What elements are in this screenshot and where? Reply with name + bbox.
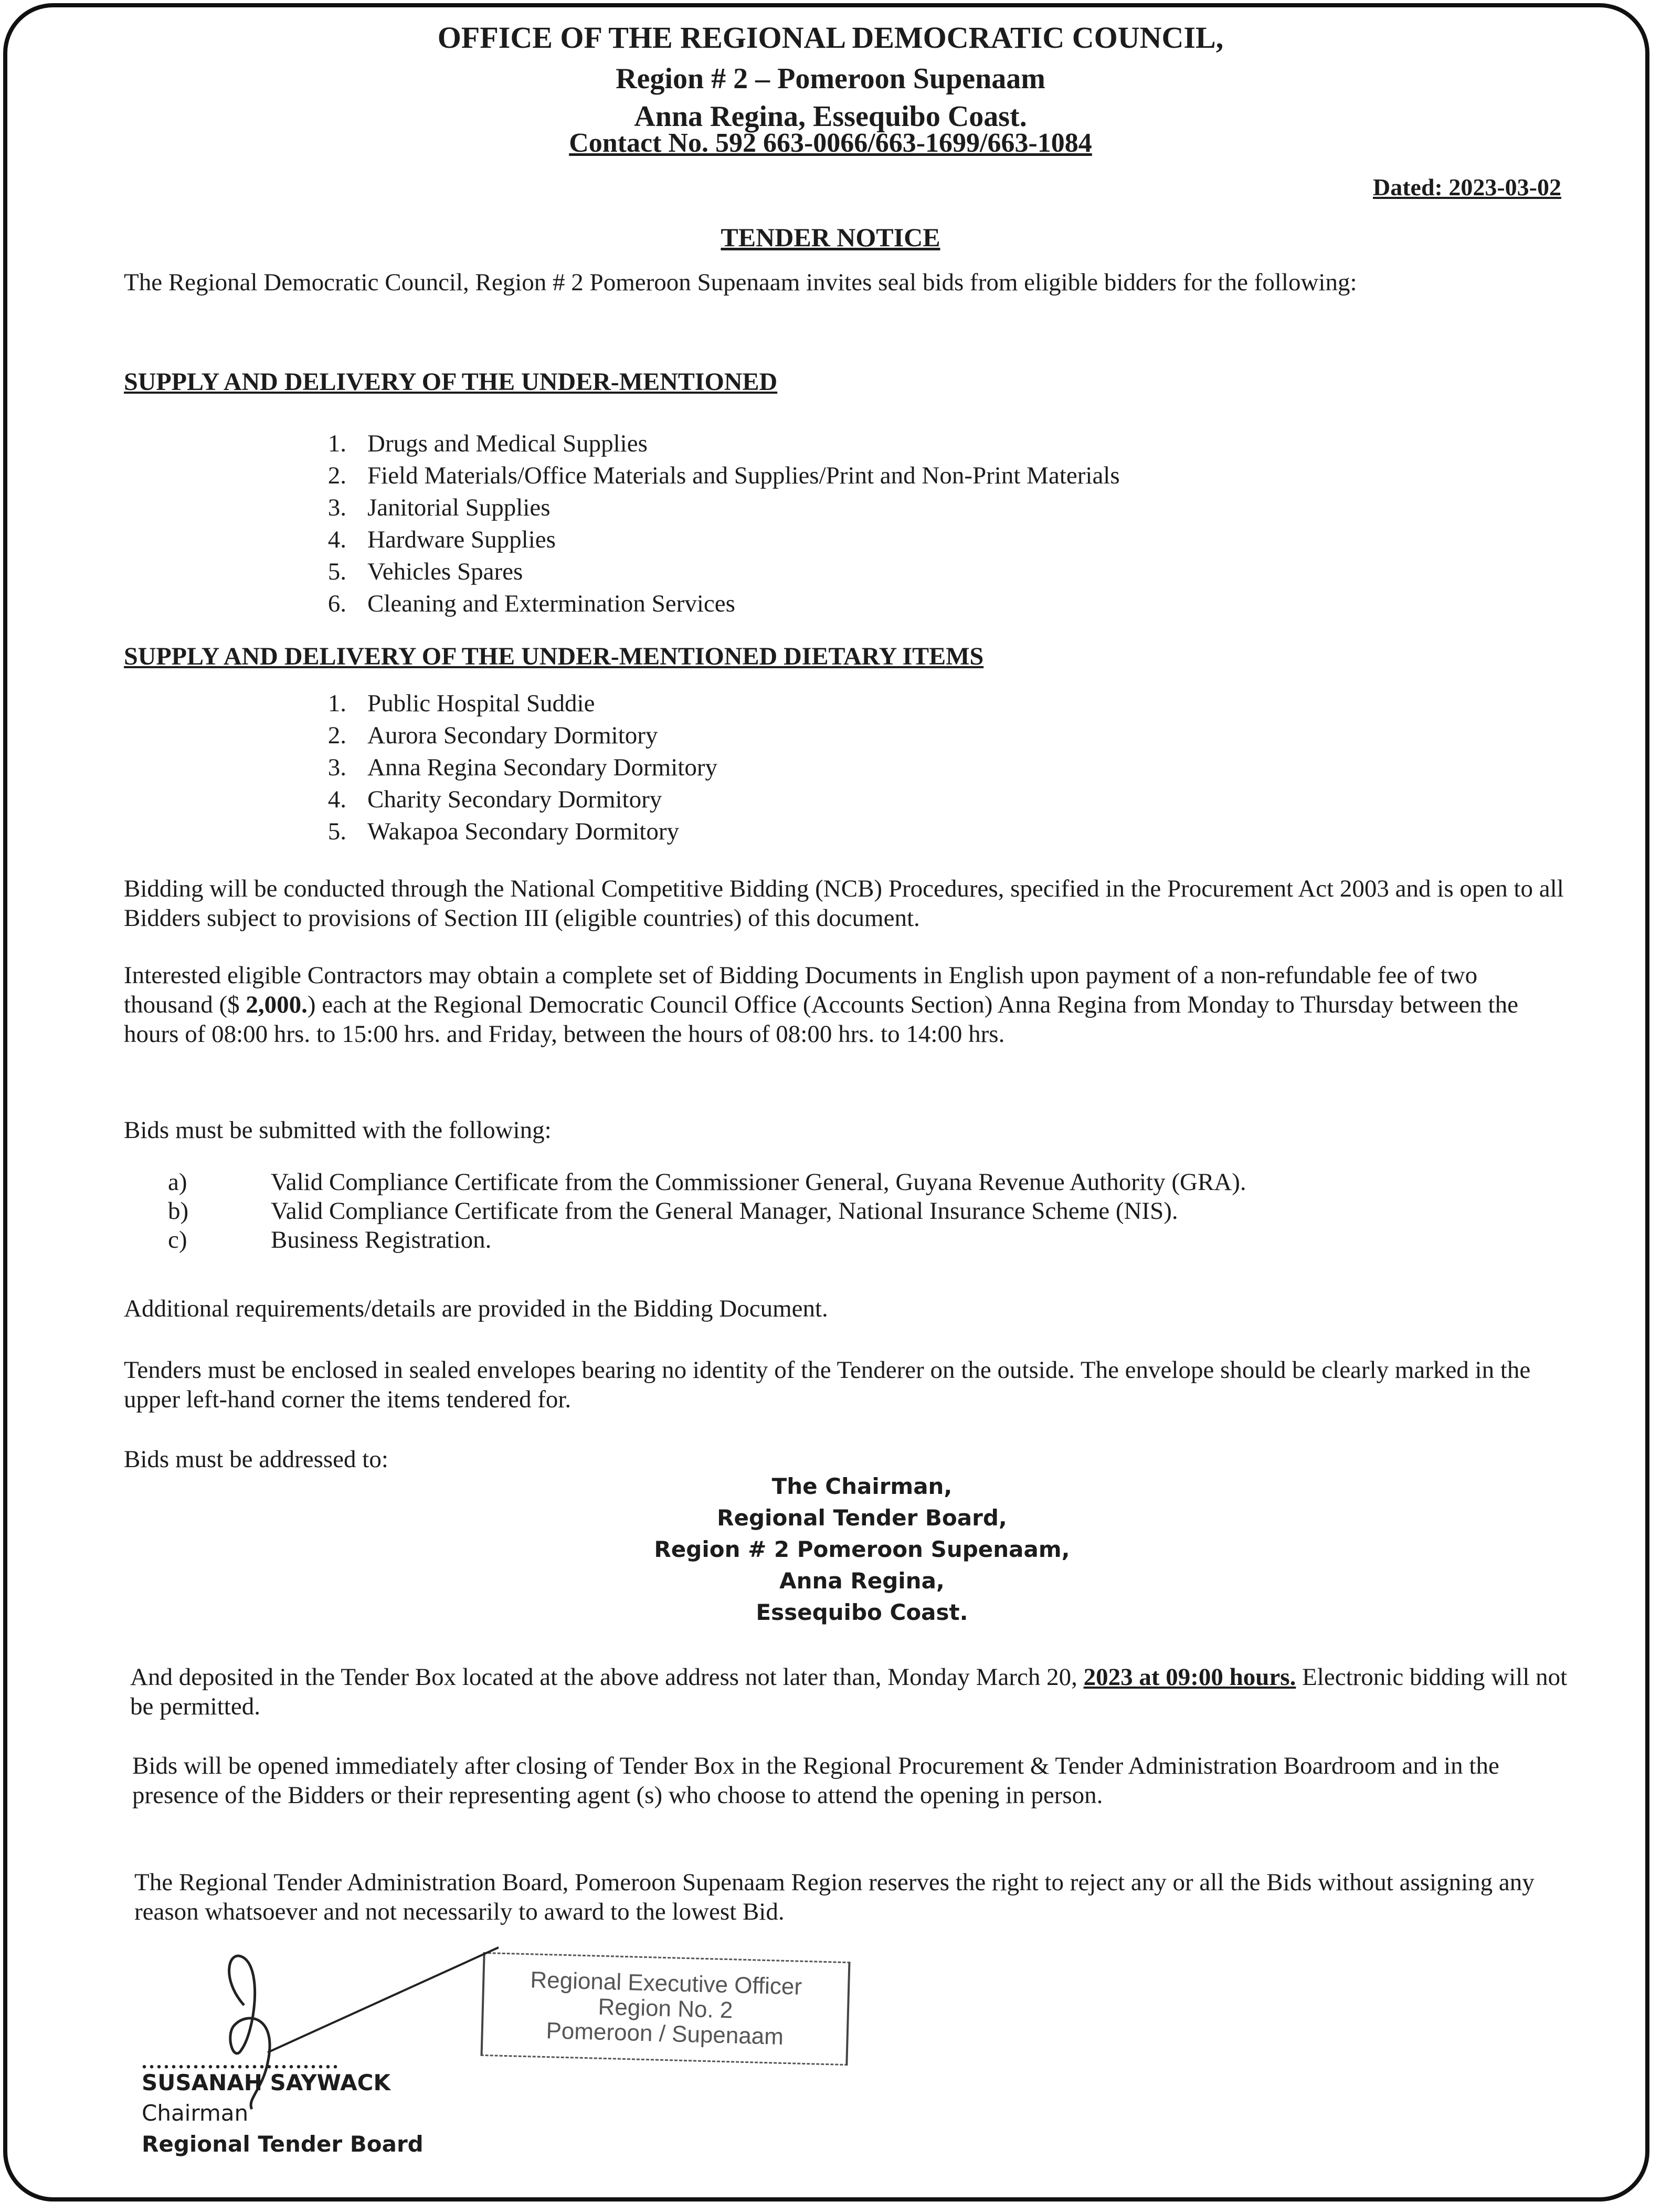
contact-numbers: Contact No. 592 663-0066/663-1699/663-1084	[569, 128, 1092, 158]
opening-paragraph: Bids will be opened immediately after closing of Tender Box in the Regional Procurement & Tender Administration Boardroom and in the presence of the Bidders or their representing agent (s) who choose to attend the opening in person.	[132, 1752, 1499, 1809]
documents-paragraph: Interested eligible Contractors may obtain a complete set of Bidding Documents in English upon payment of a non-refundable fee of two thousand ($ 2,000.) each at the Regional Democratic Council Office (Accounts Section) Anna Regina from Monday to Thursday between the hours of 08:00 hrs. to 15:00 hrs. and Friday, between the hours of 08:00 hrs. to 14:00 hrs.	[124, 962, 1518, 1048]
list-item: b) Valid Compliance Certificate from the General Manager, National Insurance Scheme (NIS).	[168, 1197, 1178, 1225]
addressed-to: Bids must be addressed to:	[124, 1446, 388, 1473]
signer-name: SUSANAH SAYWACK	[142, 2070, 390, 2095]
dietary-list	[315, 688, 717, 848]
reserve-paragraph: The Regional Tender Administration Board, Pomeroon Supenaam Region reserves the right to reject any or all the Bids without assigning any reason whatsoever and not necessarily to award to the lowest Bid.	[134, 1869, 1535, 1925]
notice-title: TENDER NOTICE	[721, 223, 940, 252]
deadline: 2023 at 09:00 hours.	[1083, 1663, 1296, 1691]
office-heading: OFFICE OF THE REGIONAL DEMOCRATIC COUNCIL,	[437, 20, 1224, 55]
official-stamp: Regional Executive Officer Region No. 2 Pomeroon / Supenaam	[481, 1952, 851, 2066]
address-line: The Chairman,	[771, 1473, 953, 1499]
address-line: Region # 2 Pomeroon Supenaam,	[654, 1536, 1070, 1562]
list-item: 1. Drugs and Medical Supplies	[327, 430, 648, 457]
fee-amount: 2,000.	[246, 991, 308, 1018]
section-heading-supplies: SUPPLY AND DELIVERY OF THE UNDER-MENTIONED	[124, 368, 778, 396]
list-item: 2. Field Materials/Office Materials and Supplies/Print and Non-Print Materials	[327, 462, 1120, 489]
list-item: 3. Anna Regina Secondary Dormitory	[327, 754, 717, 781]
list-item: 5. Wakapoa Secondary Dormitory	[327, 818, 679, 845]
additional-requirements: Additional requirements/details are provided in the Bidding Document.	[124, 1295, 828, 1322]
signer-board: Regional Tender Board	[142, 2131, 424, 2157]
region-heading: Region # 2 – Pomeroon Supenaam	[616, 62, 1045, 95]
address-line: Regional Tender Board,	[717, 1505, 1007, 1531]
list-item: 3. Janitorial Supplies	[327, 494, 551, 521]
list-item: 4. Charity Secondary Dormitory	[327, 786, 662, 813]
chairman-address	[0, 1471, 1661, 1628]
intro-paragraph: The Regional Democratic Council, Region # 2 Pomeroon Supenaam invites seal bids from eligible bidders for the following:	[124, 269, 1357, 296]
list-item: a) Valid Compliance Certificate from the Commissioner General, Guyana Revenue Authority (GRA).	[168, 1168, 1246, 1196]
supplies-list	[315, 428, 1120, 620]
requirements-list	[168, 1168, 1246, 1255]
signature-line: ...........................	[142, 2049, 340, 2073]
deposit-paragraph: And deposited in the Tender Box located at the above address not later than, Monday March 20, 2023 at 09:00 hours. Electronic bidding will not be permitted.	[130, 1663, 1568, 1720]
list-item: 2. Aurora Secondary Dormitory	[327, 722, 658, 749]
location-heading: Anna Regina, Essequibo Coast.	[634, 100, 1027, 133]
bidding-paragraph: Bidding will be conducted through the National Competitive Bidding (NCB) Procedures, specified in the Procurement Act 2003 and is open to all Bidders subject to provisions of Section III (eligible countries) of this document.	[124, 875, 1564, 932]
list-item: 1. Public Hospital Suddie	[327, 690, 595, 717]
list-item: 4. Hardware Supplies	[327, 526, 556, 553]
address-line: Anna Regina,	[779, 1568, 945, 1594]
section-heading-dietary: SUPPLY AND DELIVERY OF THE UNDER-MENTIONED DIETARY ITEMS	[124, 642, 984, 670]
signer-role: Chairman	[142, 2100, 249, 2126]
list-item: 6. Cleaning and Extermination Services	[327, 590, 735, 617]
submit-intro: Bids must be submitted with the following:	[124, 1116, 552, 1144]
list-item: c) Business Registration.	[168, 1226, 492, 1254]
date-label: Dated: 2023-03-02	[1373, 174, 1561, 201]
envelope-paragraph: Tenders must be enclosed in sealed envelopes bearing no identity of the Tenderer on the outside. The envelope should be clearly marked in the upper left-hand corner the items tendered for.	[124, 1356, 1531, 1413]
list-item: 5. Vehicles Spares	[327, 558, 523, 585]
address-line: Essequibo Coast.	[756, 1599, 968, 1625]
